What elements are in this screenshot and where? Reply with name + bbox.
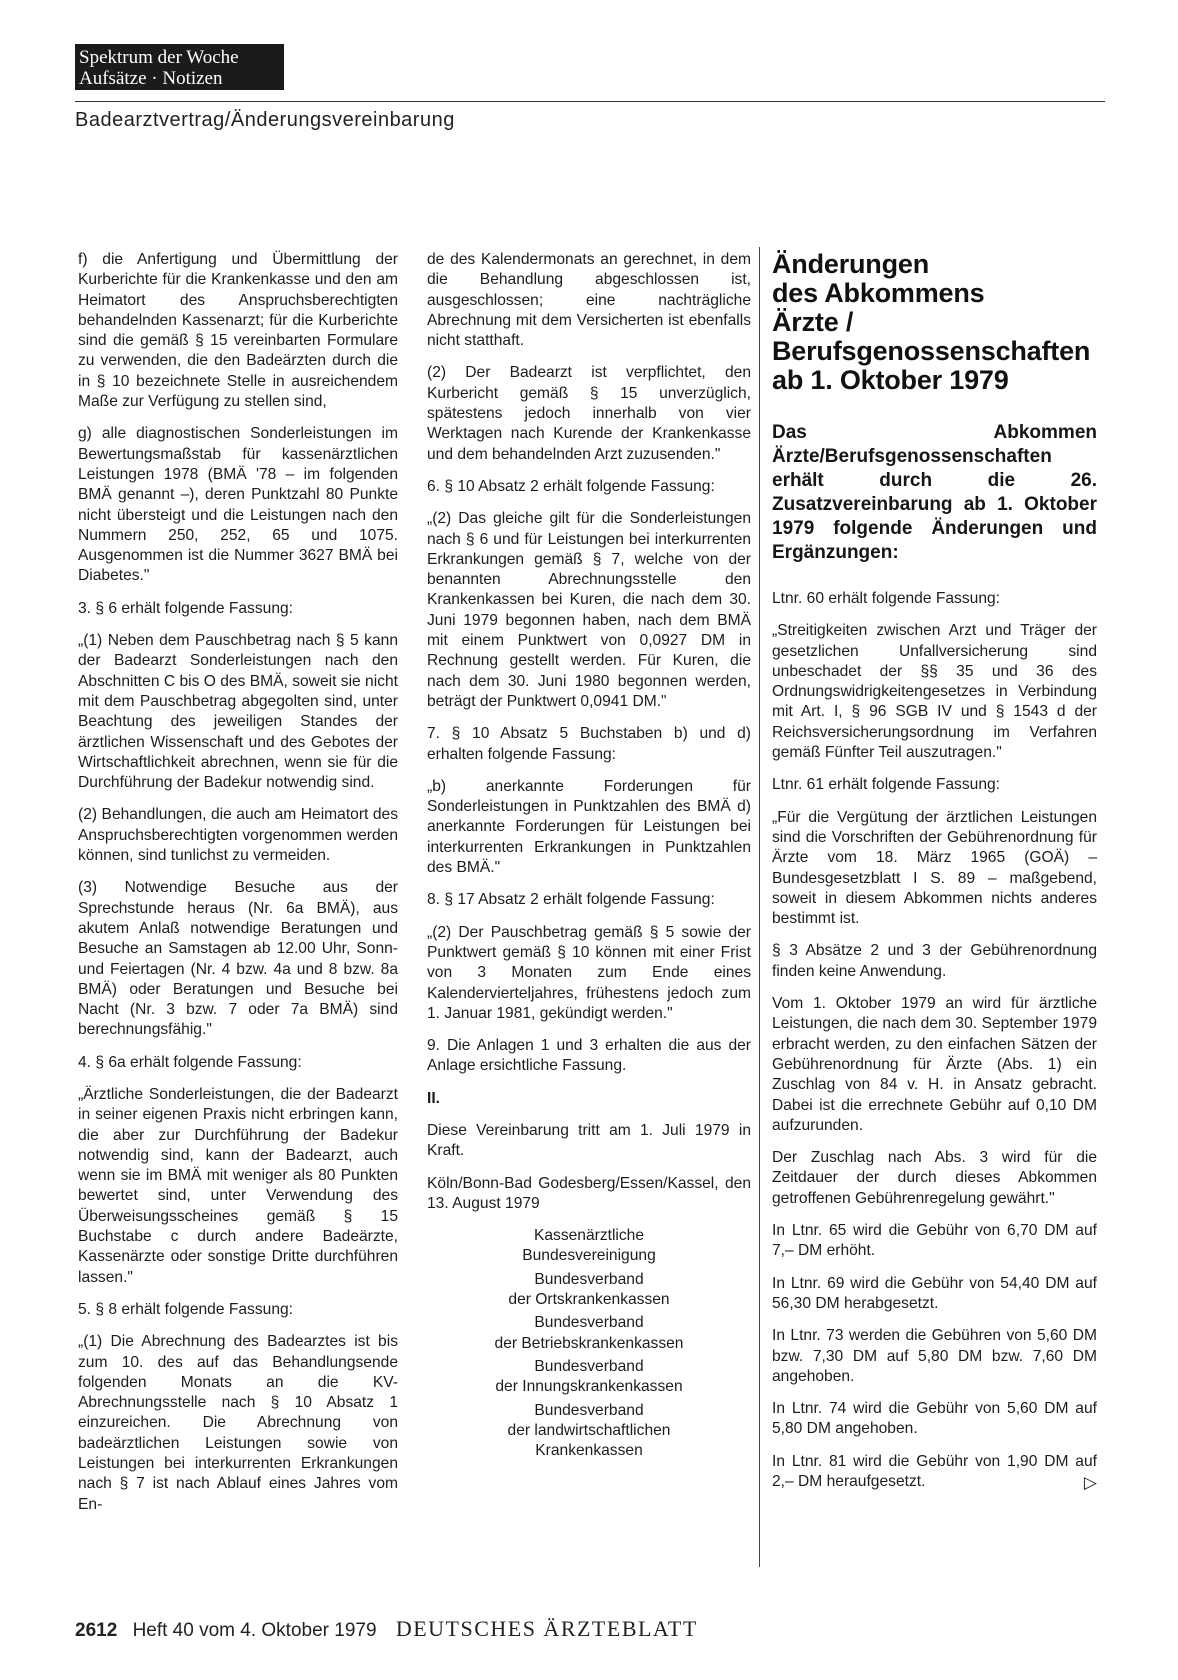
signatory [427,1357,751,1398]
article-title [772,250,1097,395]
signatory [427,1270,751,1311]
paragraph: (2) Der Badearzt ist verpflichtet, den Kurbericht gemäß § 15 unverzüglich, spätestens jedoch innerhalb von vier Werktagen nach Kurende der Krankenkasse und dem behandelnden Arzt zuzusenden." [427,364,751,463]
signatory-line: Krankenkassen [535,1442,643,1460]
paragraph: 6. § 10 Absatz 2 erhält folgende Fassung: [427,477,715,495]
signatory [427,1401,751,1462]
signatory-line: der landwirtschaftlichen [507,1421,671,1439]
top-rule [75,101,1105,102]
signatory-line: Bundesverband [534,1270,644,1288]
signatory [427,1313,751,1354]
last-paragraph-text: In Ltnr. 81 wird die Gebühr von 1,90 DM auf 2,– DM heraufgesetzt. [772,1452,1097,1490]
signatory-line: Bundesverband [534,1401,644,1419]
paragraph: „Streitigkeiten zwischen Arzt und Träger der gesetzlichen Unfallversicherung sind unbeschadet der §§ 35 und 36 des Ordnungswidrigkeitengesetzes in Verbindung mit Art. I, § 96 SGB IV und § 1543 d der Reichsversicherungsordnung im Verfahren gemäß Fünfter Teil auszutragen." [772,622,1097,762]
issue-info: Heft 40 vom 4. Oktober 1979 [132,1620,377,1641]
paragraph: 8. § 17 Absatz 2 erhält folgende Fassung: [427,891,715,909]
paragraph: „Für die Vergütung der ärztlichen Leistungen sind die Vorschriften der Gebührenordnung für Ärzte vom 18. März 1965 (GOÄ) – Bundesgesetzblatt I S. 89 – maßgebend, soweit in diesem Abkommen nichts anderes bestimmt ist. [772,808,1097,928]
paragraph: de des Kalendermonats an gerechnet, in dem die Behandlung abgeschlossen ist, ausgeschlossen; eine nachträgliche Abrechnung mit dem Versicherten ist ebenfalls nicht statthaft. [427,251,751,350]
last-paragraph [772,1452,1097,1493]
signatories [427,1226,751,1461]
section-heading-ii: II. [427,1089,440,1107]
paragraph: Köln/Bonn-Bad Godesberg/Essen/Kassel, den 13. August 1979 [427,1174,751,1212]
signatory [427,1226,751,1267]
paragraph: § 3 Absätze 2 und 3 der Gebührenordnung finden keine Anwendung. [772,942,1097,980]
journal-name: DEUTSCHES ÄRZTEBLATT [395,1616,698,1641]
signatory-line: der Betriebskrankenkassen [494,1334,684,1352]
paragraph: „(2) Der Pauschbetrag gemäß § 5 sowie der Punktwert gemäß § 10 können mit einer Frist von 3 Monaten zum Ende eines Kalendervierteljahres, frühestens jedoch zum 1. Januar 1981, gekündigt werden." [427,923,751,1022]
title-line: ab 1. Oktober 1979 [772,365,1009,395]
signatory-line: der Ortskrankenkassen [508,1291,670,1309]
paragraph: Ltnr. 60 erhält folgende Fassung: [772,590,1000,607]
paragraph: Diese Vereinbarung tritt am 1. Juli 1979 in Kraft. [427,1121,751,1160]
paragraph: (2) Behandlungen, die auch am Heimatort des Anspruchsberechtigten vorgenommen werden können, sind tunlichst zu vermeiden. [78,806,398,865]
page-topic: Badearztvertrag/Änderungsvereinbarung [75,109,455,131]
title-line: Änderungen [772,249,929,279]
paragraph: „(2) Das gleiche gilt für die Sonderleistungen nach § 6 und für Leistungen bei interkurrenten Erkrankungen gemäß § 7, welche von der benannten Abrechnungsstelle den Krankenkassen bei Kuren, die nach dem 30. Juni 1979 begonnen haben, nach dem BMÄ mit einem Punktwert von 0,0927 DM in Rechnung gestellt werden. Für Kuren, die nach dem 30. Juni 1980 begonnen werden, beträgt der Punktwert 0,0941 DM." [427,510,751,710]
column-2 [427,250,751,1464]
signatory-line: Kassenärztliche [533,1227,645,1245]
paragraph: Ltnr. 61 erhält folgende Fassung: [772,776,1000,794]
paragraph: In Ltnr. 74 wird die Gebühr von 5,60 DM auf 5,80 DM angehoben. [772,1400,1097,1438]
section-subtitle: Aufsätze · Notizen [79,68,223,89]
signatory-line: Bundesverband [534,1357,644,1375]
title-line: Ärzte / [772,307,854,337]
paragraph: „(1) Neben dem Pauschbetrag nach § 5 kann der Badearzt Sonderleistungen nach den Abschnitten C bis O des BMÄ, soweit sie nicht mit dem Pauschbetrag abgegolten sind, unter Beachtung des jeweiligen Standes der ärztlichen Wissenschaft und des Gebotes der Wirtschaftlichkeit abrechnen, wenn sie für die Durchführung der Badekur notwendig sind. [78,632,398,792]
signatory-line: Bundesvereinigung [522,1247,656,1265]
paragraph: (3) Notwendige Besuche aus der Sprechstunde heraus (Nr. 6a BMÄ), aus akutem Anlaß notwendige Beratungen und Besuche an Samstagen ab 12.00 Uhr, Sonn- und Feiertagen (Nr. 4 bzw. 4a und 8 bzw. 8a BMÄ) oder Beratungen und Besuche bei Nacht (Nr. 3 bzw. 7 oder 7a BMÄ) sind berechnungsfähig." [78,879,398,1039]
title-line: Berufsgenossenschaften [772,336,1091,366]
paragraph: g) alle diagnostischen Sonderleistungen im Bewertungsmaßstab für kassenärztlichen Leistungen 1978 (BMÄ '78 – im folgenden BMÄ genannt –), deren Punktzahl 80 Punkte nicht übersteigt und die Leistungen nach den Nummern 250, 252, 65 und 1075. Ausgenommen ist die Nummer 3627 BMÄ bei Diabetes." [78,425,398,585]
paragraph: „Ärztliche Sonderleistungen, die der Badearzt in seiner eigenen Praxis nicht erbringen kann, die aber zur Durchführung der Badekur notwendig sind, kann der Badearzt, auch wenn sie im BMÄ mit weniger als 80 Punkten bewertet sind, unter Verwendung des Überweisungsscheines gemäß § 15 Buchstabe c durch andere Badeärzte, Kassenärzte oder sonstige Dritte durchführen lassen." [78,1085,398,1286]
section-header-box [75,44,284,90]
column-1 [78,250,398,1527]
paragraph: 9. Die Anlagen 1 und 3 erhalten die aus der Anlage ersichtliche Fassung. [427,1037,751,1075]
paragraph: „(1) Die Abrechnung des Badearztes ist bis zum 10. des auf das Behandlungsende folgenden Monats an die KV-Abrechnungsstelle nach § 10 Absatz 1 einzureichen. Die Abrechnung von badeärztlichen Leistungen sowie von Leistungen bei interkurrenten Erkrankungen nach § 7 ist nach Ablauf eines Jahres vom En- [78,1333,398,1513]
paragraph: 5. § 8 erhält folgende Fassung: [78,1300,293,1318]
paragraph: 4. § 6a erhält folgende Fassung: [78,1053,302,1071]
column-divider [759,247,760,1567]
paragraph: f) die Anfertigung und Übermittlung der Kurberichte für die Krankenkasse und den am Heimatort des Anspruchsberechtigten behandelnden Kassenarzt; für die Kurberichte sind die gemäß § 15 vereinbarten Formulare zu verwenden, die den Badeärzten durch die in § 10 bezeichnete Stelle in ausreichendem Maße zur Verfügung zu stellen sind, [78,251,398,411]
paragraph: In Ltnr. 69 wird die Gebühr von 54,40 DM auf 56,30 DM herabgesetzt. [772,1274,1097,1312]
paragraph: 3. § 6 erhält folgende Fassung: [78,599,293,617]
paragraph: In Ltnr. 73 werden die Gebühren von 5,60 DM bzw. 7,30 DM auf 5,80 DM bzw. 7,60 DM angehoben. [772,1327,1097,1385]
page-number: 2612 [75,1620,118,1641]
article-lead: Das Abkommen Ärzte/Berufsgenossenschaften erhält durch die 26. Zusatzvereinbarung ab 1. Oktober 1979 folgende Änderungen und Ergänzungen: [772,422,1097,563]
paragraph: Der Zuschlag nach Abs. 3 wird für die Zeitdauer der durch dieses Abkommen getroffenen Gebührenregelung gewährt." [772,1149,1097,1207]
paragraph: In Ltnr. 65 wird die Gebühr von 6,70 DM auf 7,– DM erhöht. [772,1222,1097,1260]
paragraph: 7. § 10 Absatz 5 Buchstaben b) und d) erhalten folgende Fassung: [427,725,751,763]
signatory-line: Bundesverband [534,1314,644,1332]
title-line: des Abkommens [772,278,985,308]
page-footer [75,1616,698,1642]
paragraph: Vom 1. Oktober 1979 an wird für ärztliche Leistungen, die nach dem 30. September 1979 erbracht werden, zu den einfachen Sätzen der Gebührenordnung für Ärzte (Abs. 1) ein Zuschlag von 84 v. H. in Ansatz gebracht. Dabei ist die errechnete Gebühr auf 0,10 DM aufzurunden. [772,995,1097,1134]
signatory-line: der Innungskrankenkassen [495,1378,683,1396]
column-3 [772,250,1097,1504]
continue-arrow-icon: ▷ [1083,1472,1097,1492]
paragraph: „b) anerkannte Forderungen für Sonderleistungen in Punktzahlen des BMÄ d) anerkannte Forderungen für Leistungen bei interkurrenten Erkrankungen in Punktzahlen des BMÄ." [427,777,751,877]
section-title: Spektrum der Woche [79,47,239,68]
